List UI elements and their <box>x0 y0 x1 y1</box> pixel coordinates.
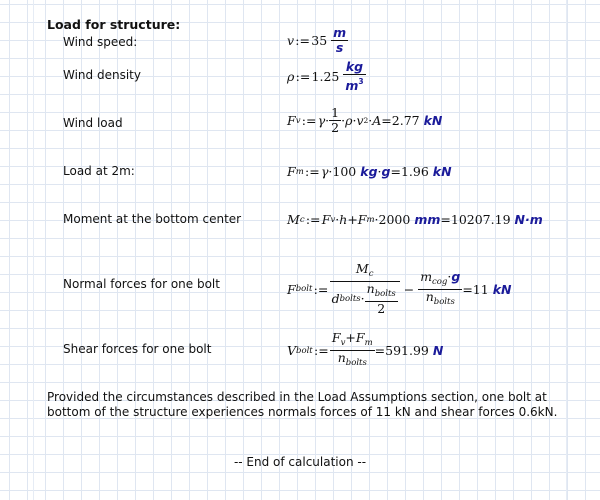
end-of-calculation: -- End of calculation -- <box>233 455 367 469</box>
section-heading: Load for structure: <box>47 17 181 32</box>
moment-result: 10207.19 <box>450 212 511 227</box>
wind-load-label: Wind load <box>63 116 123 130</box>
left-margin-line <box>33 0 34 500</box>
normal-forces-result: 11 <box>472 281 489 297</box>
moment-formula: M c := F v · h + F m · 2000 mm = 10207.19 N·m <box>287 212 543 227</box>
load-2m-formula: F m := γ · 100 kg · g = 1.96 kN <box>287 164 452 179</box>
shear-forces-result: 591.99 <box>385 343 429 358</box>
wind-speed-value: 35 <box>311 33 328 48</box>
wind-density-var: ρ <box>287 69 295 84</box>
normal-forces-label: Normal forces for one bolt <box>63 277 220 291</box>
shear-forces-formula: V bolt := $\frac{F_v+F_m}{n_{bolts}}$ = 591.99 N <box>287 330 444 368</box>
right-margin-line <box>566 0 567 500</box>
wind-density-label: Wind density <box>63 68 141 82</box>
wind-density-value: 1.25 <box>311 69 340 84</box>
wind-density-formula: ρ := 1.25 $\frac{kg}{m^3}$ <box>287 59 364 93</box>
conclusion-paragraph: Provided the circumstances described in the Load Assumptions section, one bolt at bottom of the structure experiences normals forces of 11 kN and shear forces 0.6kN. <box>47 390 558 419</box>
wind-density-unit: $\frac{kg}{m^3}$ <box>345 59 364 93</box>
load-2m-label: Load at 2m: <box>63 164 135 178</box>
wind-load-formula: F v := γ · $\frac{1}{2}$ · ρ · v 2 · A = 2.77 kN <box>287 105 443 135</box>
normal-forces-formula: F bolt := $M_c$ d bolts · $\frac{n_{bolts}}{2}$ − $\frac{m_{cog}\cdot g}{n_{bolts}}$ = 11 kN <box>287 261 512 316</box>
wind-speed-formula: v := 35 $\frac{m}{s}$ <box>287 25 347 55</box>
moment-label: Moment at the bottom center <box>63 212 242 226</box>
load-2m-result: 1.96 <box>400 164 429 179</box>
wind-speed-var: v <box>287 33 295 48</box>
wind-speed-label: Wind speed: <box>63 35 138 49</box>
wind-load-result: 2.77 <box>391 113 420 128</box>
wind-speed-unit: $\frac{m}{s}$ <box>333 25 347 55</box>
shear-forces-label: Shear forces for one bolt <box>63 342 212 356</box>
